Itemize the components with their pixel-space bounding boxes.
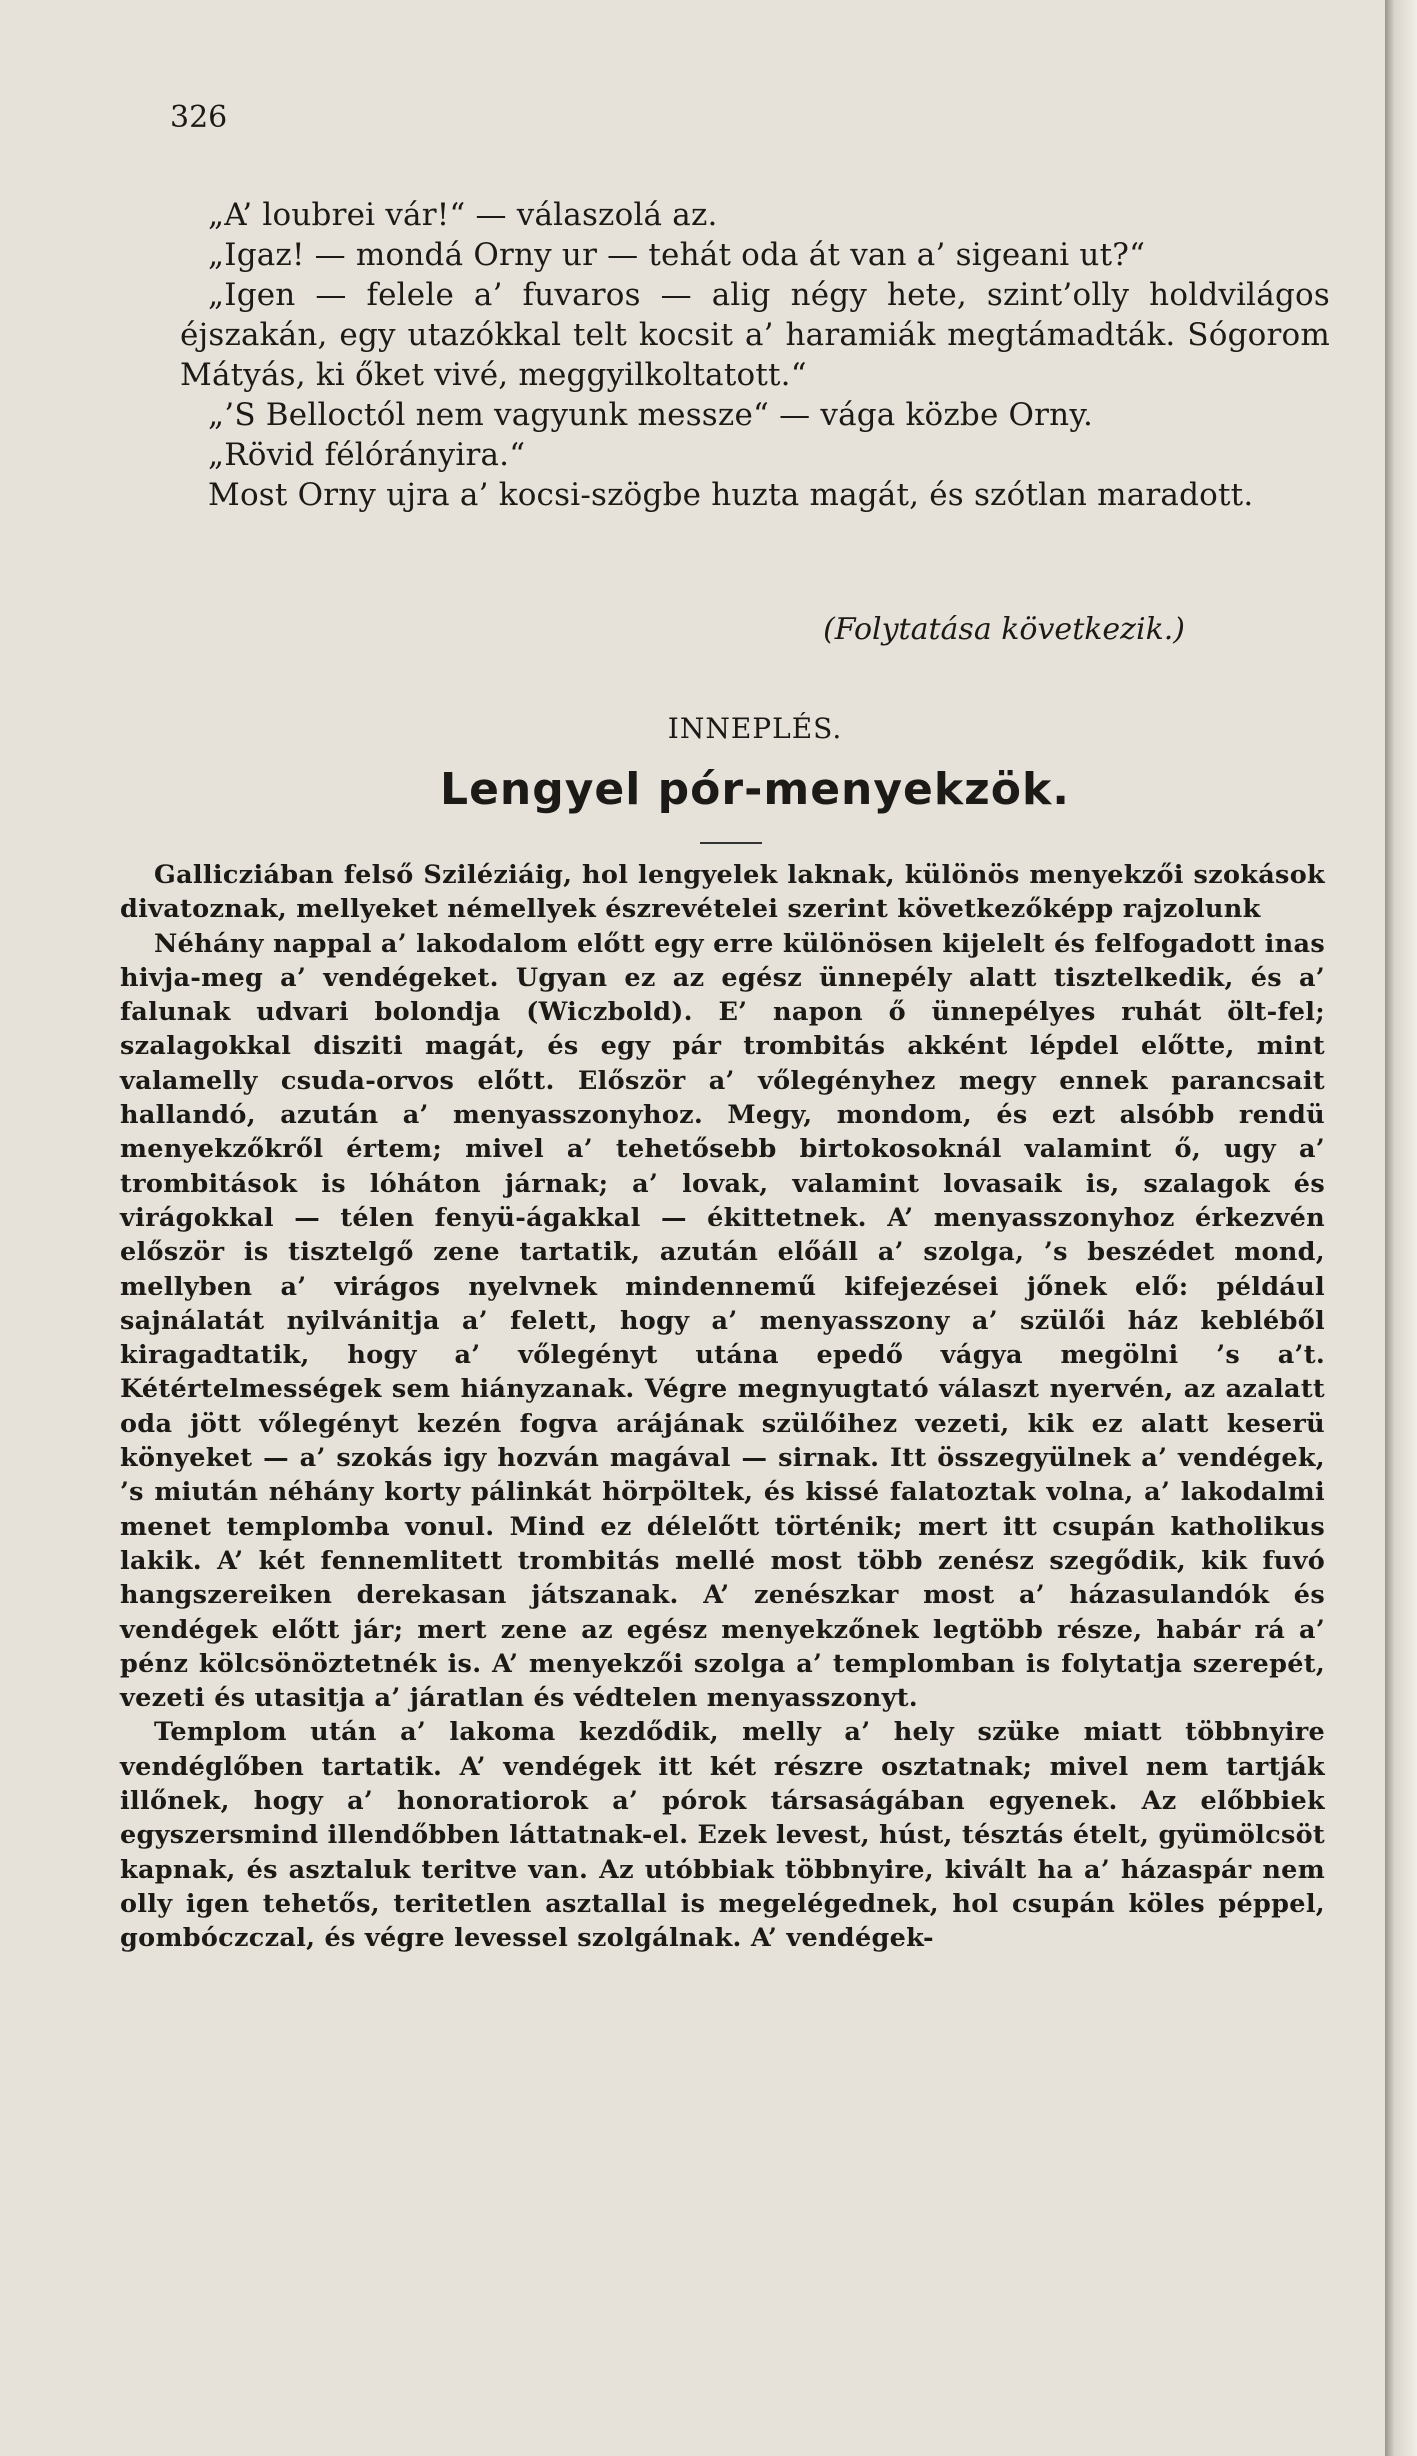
dialog-line: „Igaz! — mondá Orny ur — tehát oda át van a’ sigeani ut?“ [208, 237, 1146, 273]
page-number: 326 [170, 100, 228, 135]
article-title: Lengyel pór-menyekzök. [440, 764, 1070, 815]
paragraph: Templom után a’ lakoma kezdődik, melly a’ hely szüke miatt többnyire vendéglőben tartatik. A’ vendégek itt két részre osztatnak; mivel nem tartják illőnek, hogy a’ honoratiorok a’ pórok társaságában egyenek. Az előbbiek egyszersmind illendőbben láttatnak-el. Ezek levest, húst, tésztás ételt, gyümölcsöt kapnak, és asztaluk teritve van. Az utóbbiak többnyire, kivált ha a’ házaspár nem olly igen tehetős, teritetlen asztallal is megelégednek, hol csupán köles péppel, gombóczczal, és végre levessel szolgálnak. A’ vendégek- [120, 1717, 1325, 1954]
section-label: INNEPLÉS. [667, 712, 843, 745]
paragraph: Néhány nappal a’ lakodalom előtt egy erre különösen kijelelt és felfogadott inas hivja-meg a’ vendégeket. Ugyan ez az egész ünnepély alatt tisztelkedik, és a’ falunak udvari bolondja (Wiczbold). E’ napon ő ünnepélyes ruhát ölt-fel; szalagokkal disziti magát, és egy pár trombitás akként lépdel előtte, mint valamelly csuda-orvos előtt. Először a’ vőlegényhez megy ennek parancsait hallandó, azután a’ menyasszonyhoz. Megy, mondom, és ezt alsóbb rendü menyekzőkről értem; mivel a’ tehetősebb birtokosoknál valamint ő, ugy a’ trombitások is lóháton járnak; a’ lovak, valamint lovasaik is, szalagok és virágokkal — télen fenyü-ágakkal — ékittetnek. A’ menyasszonyhoz érkezvén először is tisztelgő zene tartatik, azután előáll a’ szolga, ’s beszédet mond, mellyben a’ virágos nyelvnek mindennemű kifejezései jőnek elő: például sajnálatát nyilvánitja a’ felett, hogy a’ menyasszony a’ szülői ház kebléből kiragadtatik, hogy a’ vőlegényt utána epedő vágya megölni ’s a’t. Kétértelmességek sem hiányzanak. Végre megnyugtató választ nyervén, az azalatt oda jött vőlegényt kezén fogva arájának szülőihez vezeti, kik ez alatt keserü könyeket — a’ szokás igy hozván magával — sirnak. Itt összegyülnek a’ vendégek, ’s miután néhány korty pálinkát hörpöltek, és kissé falatoztak volna, a’ lakodalmi menet templomba vonul. Mind ez délelőtt történik; mert itt csupán katholikus lakik. A’ két fennemlitett trombitás mellé most több zenész szegődik, kik fuvó hangszereiken derekasan játszanak. A’ zenészkar most a’ házasulandók és vendégek előtt jár; mert zene az egész menyekzőnek legtöbb része, habár rá a’ pénz kölcsönöztetnék is. A’ menyekzői szolga a’ templomban is folytatja szerepét, vezeti és utasitja a’ járatlan és védtelen menyasszonyt. [120, 928, 1325, 1714]
title-rule [700, 842, 762, 844]
dialog-line: „’S Belloctól nem vagyunk messze“ — vága közbe Orny. [208, 397, 1093, 433]
article-body [120, 858, 1325, 1956]
page-edge [1385, 0, 1417, 2456]
paragraph: Gallicziában felső Sziléziáig, hol lengyelek laknak, különös menyekzői szokások divatoznak, mellyeket némellyek észrevételei szerint következőképp rajzolunk [120, 860, 1325, 925]
dialog-line: „Rövid félórányira.“ [208, 437, 526, 473]
dialog-block [180, 195, 1330, 515]
continuation-note: (Folytatása következik.) [823, 612, 1185, 647]
dialog-line: Most Orny ujra a’ kocsi-szögbe huzta magát, és szótlan maradott. [208, 477, 1254, 513]
dialog-line: „Igen — felele a’ fuvaros — alig négy hete, szint’olly holdvilágos éjszakán, egy utazókkal telt kocsit a’ haramiák megtámadták. Sógorom Mátyás, ki őket vivé, meggyilkoltatott.“ [180, 277, 1330, 393]
dialog-line: „A’ loubrei vár!“ — válaszolá az. [208, 197, 718, 233]
